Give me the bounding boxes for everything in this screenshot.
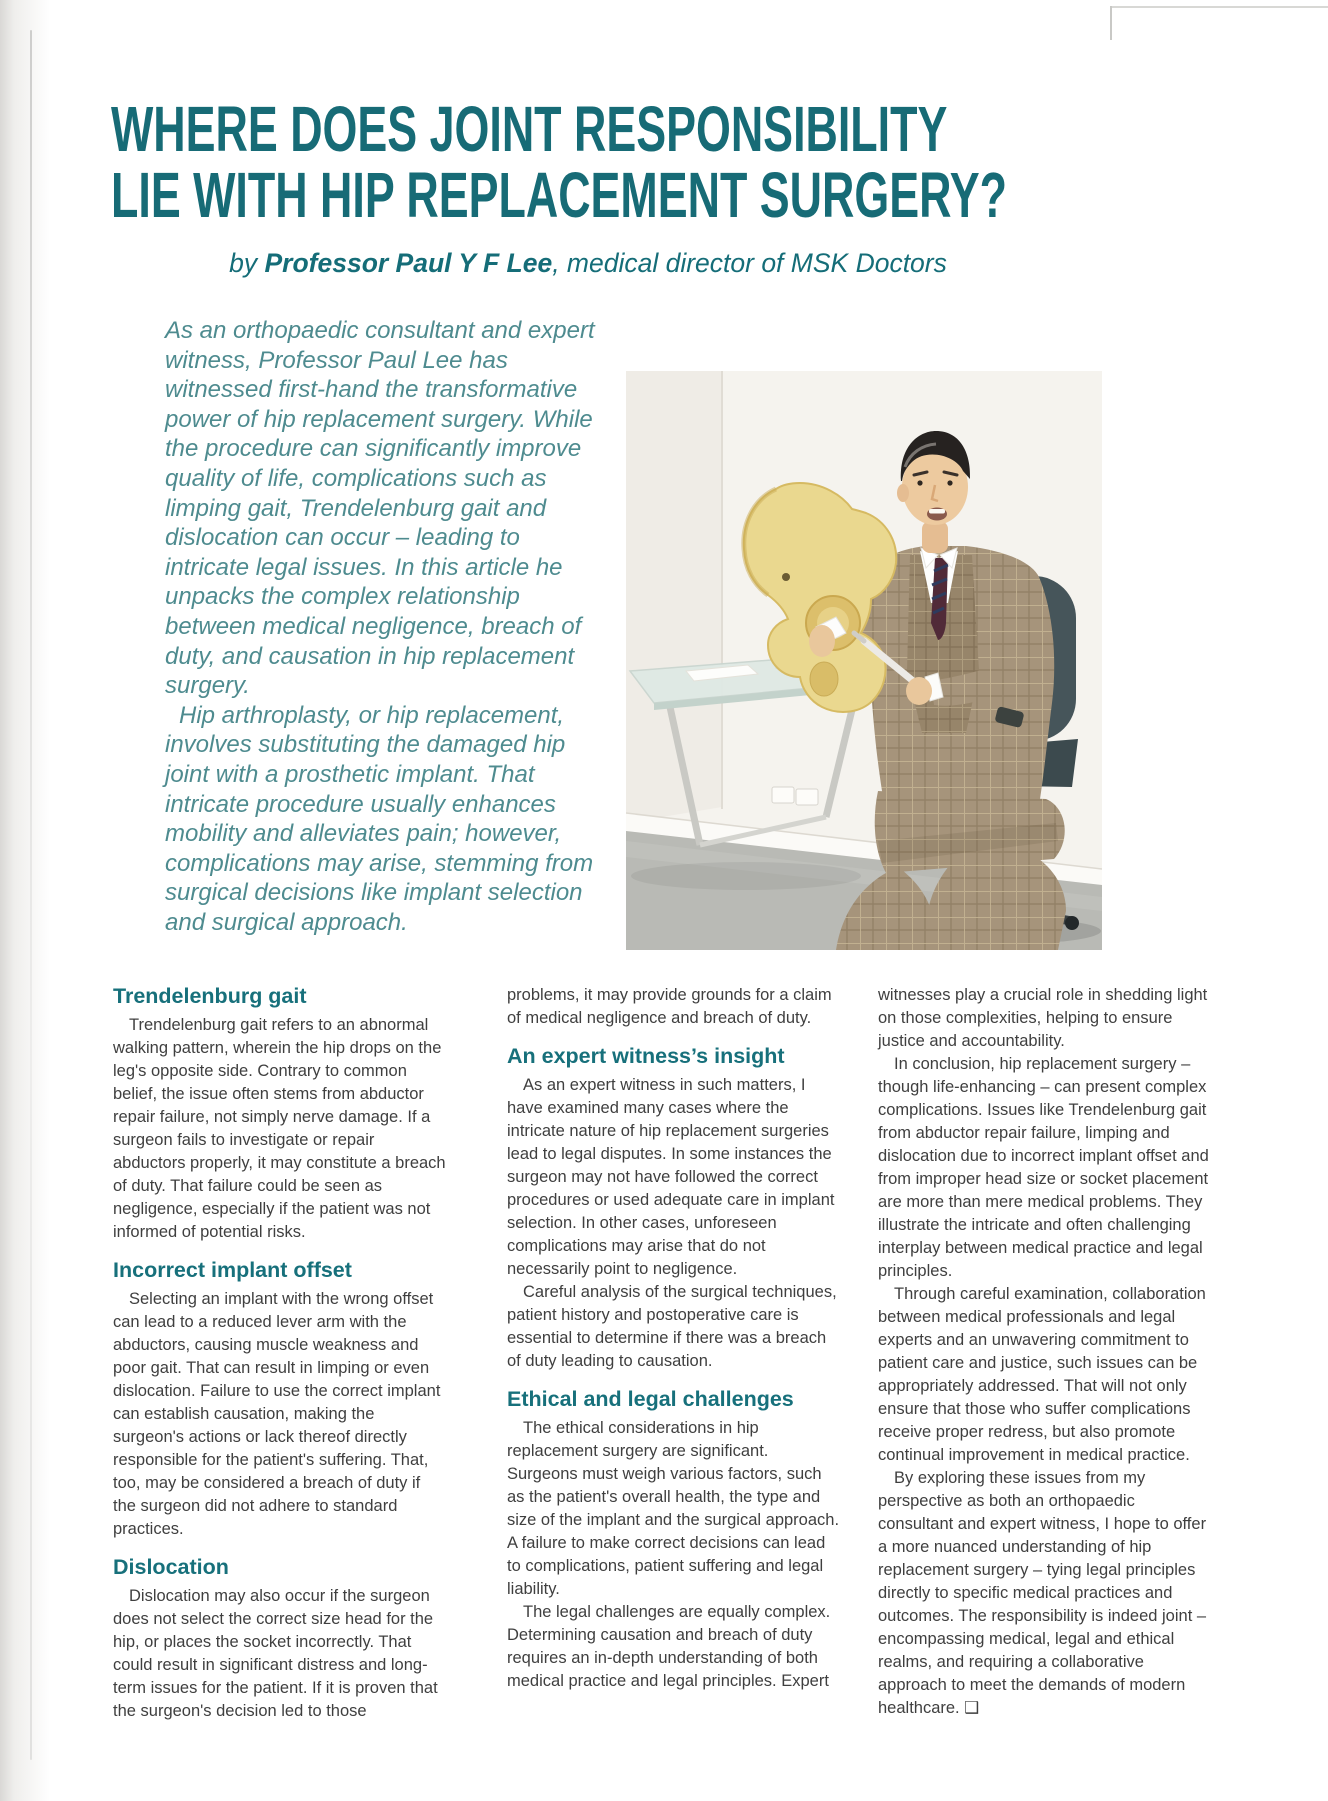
section-heading: Dislocation <box>113 1555 229 1579</box>
text-column-2 <box>507 984 841 1693</box>
text-column-1 <box>113 984 447 1723</box>
intro-paragraph: Hip arthroplasty, or hip replacement, involves substituting the damaged hip joint with a prosthetic implant. That intricate procedure usually enhances mobility and alleviates pain; however, complications may arise, stemming from surgical decisions like implant selection and surgical approach. <box>165 701 594 936</box>
page-left-fold-line <box>30 30 32 1760</box>
text-column-3 <box>878 984 1214 1720</box>
professor-holding-pelvis-model-photo <box>626 371 1102 950</box>
body-paragraph: In conclusion, hip replacement surgery – though life-enhancing – can present complex complications. Issues like Trendelenburg gait from abductor repair failure, limping and dislocation due to incorrect implant offset and from improper head size or socket placement are more than mere medical problems. They illustrate the intricate and often challenging interplay between medical practice and legal principles. <box>878 1055 1209 1280</box>
page-corner-edge <box>1110 6 1112 40</box>
headline-line-2: LIE WITH HIP REPLACEMENT SURGERY? <box>111 159 1008 231</box>
section-heading: Trendelenburg gait <box>113 984 307 1008</box>
body-paragraph: Careful analysis of the surgical techniques, patient history and postoperative care is essential to determine if there was a breach of duty leading to causation. <box>507 1283 837 1370</box>
headline-line-1: WHERE DOES JOINT RESPONSIBILITY <box>111 93 948 165</box>
body-paragraph: problems, it may provide grounds for a claim of medical negligence and breach of duty. <box>507 986 832 1027</box>
page-left-shadow <box>0 0 52 1801</box>
body-paragraph: By exploring these issues from my perspective as both an orthopaedic consultant and expert witness, I hope to offer a more nuanced understanding of hip replacement surgery – tying legal principles directly to specific medical practices and outcomes. The responsibility is indeed joint – encompassing medical, legal and ethical realms, and requiring a collaborative approach to meet the demands of modern healthcare. ❑ <box>878 1469 1207 1717</box>
body-paragraph: Through careful examination, collaboration between medical professionals and legal experts and an unwavering commitment to patient care and justice, such issues can be appropriately addressed. That will not only ensure that those who suffer complications receive proper redress, but also promote continual improvement in medical practice. <box>878 1285 1206 1464</box>
byline-prefix: by <box>229 248 265 278</box>
article-photo <box>626 371 1102 950</box>
byline-suffix: , medical director of MSK Doctors <box>552 248 947 278</box>
page-corner-edge <box>1110 6 1328 8</box>
body-paragraph: As an expert witness in such matters, I have examined many cases where the intricate nature of hip replacement surgeries lead to legal disputes. In some instances the surgeon may not have followed the correct procedures or used adequate care in implant selection. In other cases, unforeseen complications may arise that do not necessarily point to negligence. <box>507 1076 835 1278</box>
article-headline <box>111 93 1008 231</box>
body-paragraph: Dislocation may also occur if the surgeon does not select the correct size head for the hip, or places the socket incorrectly. That could result in significant distress and long-term issues for the patient. If it is proven that the surgeon's decision led to those <box>113 1587 438 1720</box>
body-paragraph: Selecting an implant with the wrong offset can lead to a reduced lever arm with the abductors, causing muscle weakness and poor gait. That can result in limping or even dislocation. Failure to use the correct implant can establish causation, making the surgeon's actions or lack thereof directly responsible for the patient's suffering. That, too, may be considered a breach of duty if the surgeon did not adhere to standard practices. <box>113 1290 441 1538</box>
body-paragraph: Trendelenburg gait refers to an abnormal walking pattern, wherein the hip drops on the leg's opposite side. Contrary to common belief, the issue often stems from abductor repair failure, not simply nerve damage. If a surgeon fails to investigate or repair abductors properly, it may constitute a breach of duty. That failure could be seen as negligence, especially if the patient was not informed of potential risks. <box>113 1016 446 1241</box>
intro-paragraph: As an orthopaedic consultant and expert witness, Professor Paul Lee has witnessed first-hand the transformative power of hip replacement surgery. While the procedure can significantly improve quality of life, complications such as limping gait, Trendelenburg gait and dislocation can occur – leading to intricate legal issues. In this article he unpacks the complex relationship between medical negligence, breach of duty, and causation in hip replacement surgery. <box>165 317 595 700</box>
intro-standfirst <box>165 316 603 937</box>
body-paragraph: The ethical considerations in hip replacement surgery are significant. Surgeons must weigh various factors, such as the patient's overall health, the type and size of the implant and the surgical approach. A failure to make correct decisions can lead to complications, patient suffering and legal liability. <box>507 1419 840 1598</box>
byline-author: Professor Paul Y F Lee <box>264 248 553 278</box>
section-heading: Incorrect implant offset <box>113 1258 352 1282</box>
body-paragraph: The legal challenges are equally complex. Determining causation and breach of duty requires an in-depth understanding of both medical practice and legal principles. Expert <box>507 1603 831 1690</box>
byline <box>113 248 1063 279</box>
section-heading: Ethical and legal challenges <box>507 1387 794 1411</box>
body-paragraph: witnesses play a crucial role in shedding light on those complexities, helping to ensure justice and accountability. <box>878 986 1208 1050</box>
section-heading: An expert witness’s insight <box>507 1044 785 1068</box>
